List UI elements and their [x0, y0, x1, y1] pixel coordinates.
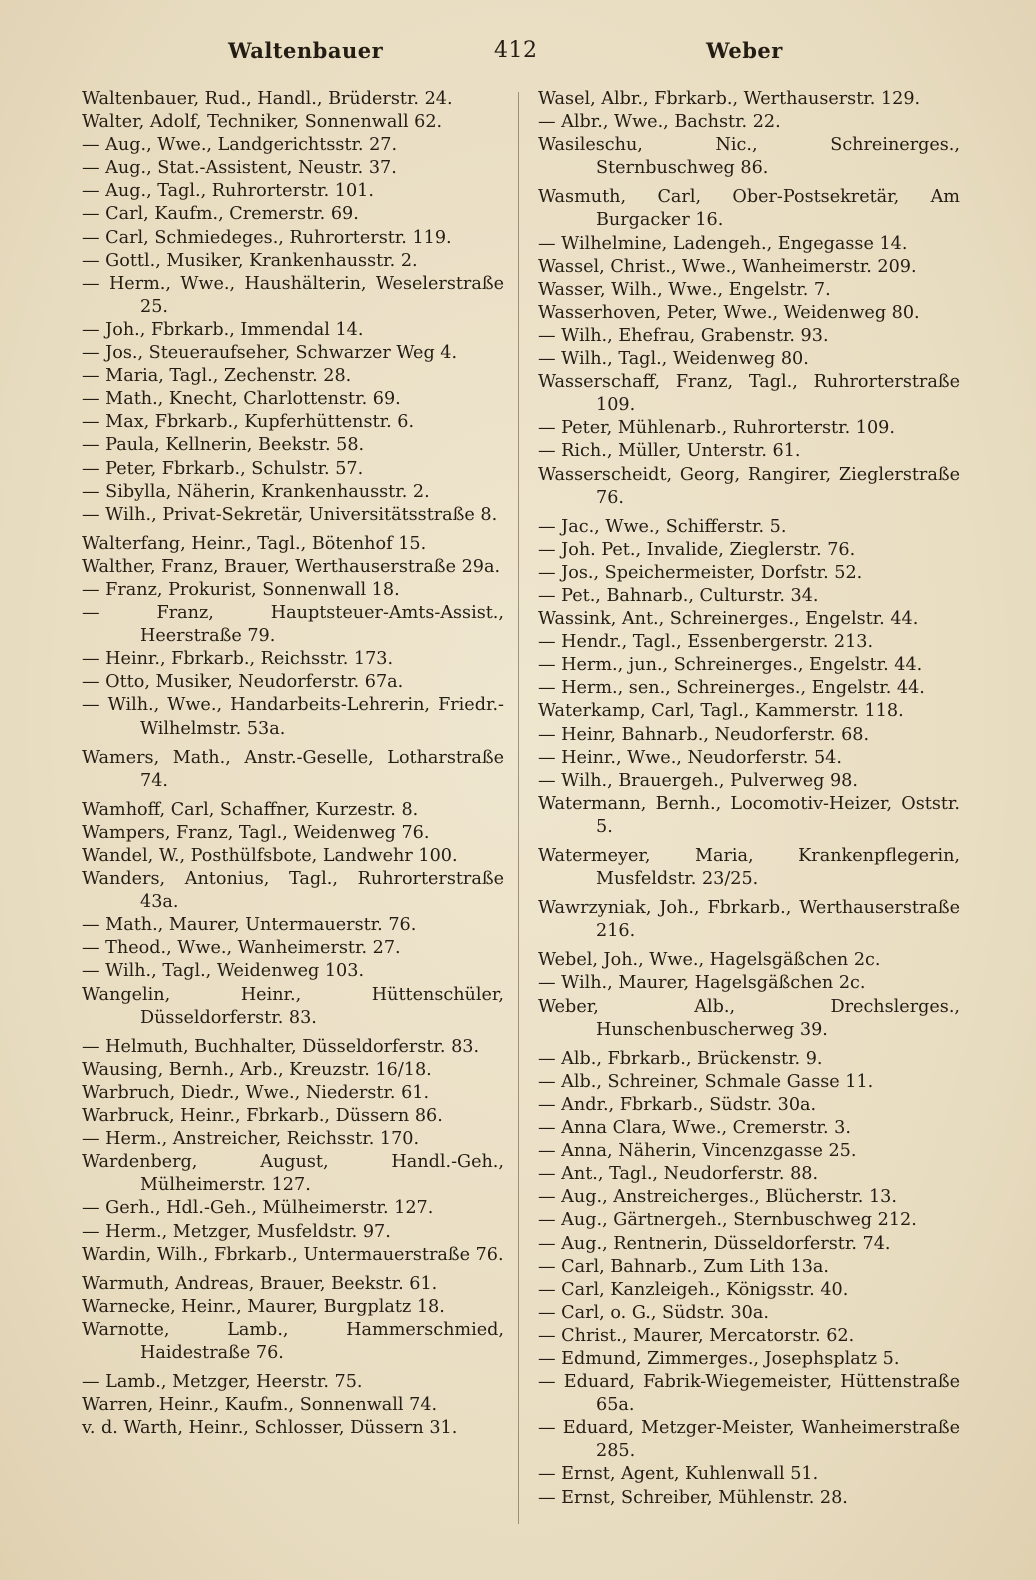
directory-entry: — Hendr., Tagl., Essenbergerstr. 213. [538, 632, 874, 653]
column-divider [518, 92, 519, 1524]
directory-entry: — Heinr, Bahnarb., Neudorferstr. 68. [538, 724, 870, 745]
directory-entry: — Ernst, Agent, Kuhlenwall 51. [538, 1464, 819, 1485]
directory-entry: Wampers, Franz, Tagl., Weidenweg 76. [82, 822, 430, 843]
directory-entry: — Heinr., Wwe., Neudorferstr. 54. [538, 747, 842, 768]
directory-entry: — Herm., sen., Schreinerges., Engelstr. 44. [538, 678, 925, 699]
directory-entry: Wassel, Christ., Wwe., Wanheimerstr. 209. [538, 256, 917, 277]
directory-entry: — Aug., Rentnerin, Düsseldorferstr. 74. [538, 1233, 891, 1254]
directory-entry: — Gerh., Hdl.-Geh., Mülheimerstr. 127. [82, 1198, 434, 1219]
directory-entry: — Carl, Schmiedeges., Ruhrorterstr. 119. [82, 227, 452, 248]
directory-entry: Walter, Adolf, Techniker, Sonnenwall 62. [82, 112, 443, 133]
page-header [80, 38, 960, 68]
directory-entry: Wardin, Wilh., Fbrkarb., Untermauerstraße 76. [82, 1244, 504, 1265]
directory-entry: — Helmuth, Buchhalter, Düsseldorferstr. 83. [82, 1036, 480, 1057]
directory-entry: — Max, Fbrkarb., Kupferhüttenstr. 6. [82, 412, 415, 433]
directory-entry: — Wilh., Privat-Sekretär, Universitätsstraße 8. [82, 504, 498, 525]
directory-entry: — Heinr., Fbrkarb., Reichsstr. 173. [82, 649, 394, 670]
directory-entry: — Lamb., Metzger, Heerstr. 75. [82, 1372, 363, 1393]
directory-entry: — Anna, Näherin, Vincenzgasse 25. [538, 1141, 857, 1162]
directory-entry: Waterkamp, Carl, Tagl., Kammerstr. 118. [538, 701, 904, 722]
directory-entry: Warbruck, Heinr., Fbrkarb., Düssern 86. [82, 1106, 443, 1127]
directory-entry: — Wilh., Wwe., Handarbeits-Lehrerin, Friedr.-Wilhelmstr. 53a. [82, 695, 504, 739]
directory-entry: — Theod., Wwe., Wanheimerstr. 27. [82, 938, 401, 959]
left-column [82, 88, 504, 1440]
page-number: 412 [494, 38, 538, 63]
directory-entry: Wasserscheidt, Georg, Rangirer, Zieglerstraße 76. [538, 464, 960, 508]
directory-entry: Walther, Franz, Brauer, Werthauserstraße 29a. [82, 556, 501, 577]
directory-entry: Wasmuth, Carl, Ober-Postsekretär, Am Burgacker 16. [538, 187, 960, 231]
directory-entry: — Carl, Bahnarb., Zum Lith 13a. [538, 1256, 829, 1277]
directory-entry: Wardenberg, August, Handl.-Geh., Mülheimerstr. 127. [82, 1152, 504, 1196]
directory-entry: Wasserhoven, Peter, Wwe., Weidenweg 80. [538, 302, 920, 323]
directory-entry: — Albr., Wwe., Bachstr. 22. [538, 112, 781, 133]
directory-entry: — Franz, Prokurist, Sonnenwall 18. [82, 579, 400, 600]
directory-entry: — Peter, Mühlenarb., Ruhrorterstr. 109. [538, 418, 895, 439]
directory-entry: Waltenbauer, Rud., Handl., Brüderstr. 24. [82, 89, 453, 109]
directory-entry: — Aug., Stat.-Assistent, Neustr. 37. [82, 158, 397, 179]
directory-entry: — Wilh., Brauergeh., Pulverweg 98. [538, 770, 858, 791]
directory-entry: — Herm., Wwe., Haushälterin, Weselerstraße 25. [82, 273, 504, 317]
directory-entry: — Herm., jun., Schreinerges., Engelstr. 44. [538, 655, 923, 676]
directory-entry: Wasser, Wilh., Wwe., Engelstr. 7. [538, 279, 831, 300]
directory-entry: Wamers, Math., Anstr.-Geselle, Lotharstraße 74. [82, 747, 504, 791]
directory-entry: Weber, Alb., Drechslerges., Hunschenbuscherweg 39. [538, 996, 960, 1040]
directory-entry: Warnecke, Heinr., Maurer, Burgplatz 18. [82, 1296, 445, 1317]
directory-entry: — Franz, Hauptsteuer-Amts-Assist., Heerstraße 79. [82, 603, 504, 647]
directory-entry: — Anna Clara, Wwe., Cremerstr. 3. [538, 1118, 851, 1139]
directory-entry: — Wilh., Maurer, Hagelsgäßchen 2c. [538, 973, 866, 994]
directory-entry: — Gottl., Musiker, Krankenhausstr. 2. [82, 250, 418, 271]
directory-entry: — Math., Maurer, Untermauerstr. 76. [82, 915, 417, 936]
directory-entry: — Pet., Bahnarb., Culturstr. 34. [538, 585, 819, 606]
directory-entry: — Joh., Fbrkarb., Immendal 14. [82, 319, 364, 340]
directory-entry: — Ernst, Schreiber, Mühlenstr. 28. [538, 1487, 848, 1508]
directory-entry: Watermann, Bernh., Locomotiv-Heizer, Oststr. 5. [538, 793, 960, 837]
directory-entry: — Math., Knecht, Charlottenstr. 69. [82, 389, 401, 410]
directory-entry: — Carl, o. G., Südstr. 30a. [538, 1302, 769, 1323]
directory-entry: — Christ., Maurer, Mercatorstr. 62. [538, 1325, 855, 1346]
directory-entry: — Edmund, Zimmerges., Josephsplatz 5. [538, 1348, 900, 1369]
directory-entry: — Otto, Musiker, Neudorferstr. 67a. [82, 672, 404, 693]
directory-entry: Wassink, Ant., Schreinerges., Engelstr. 44. [538, 609, 919, 630]
directory-entry: — Aug., Gärtnergeh., Sternbuschweg 212. [538, 1210, 917, 1231]
directory-entry: — Carl, Kaufm., Cremerstr. 69. [82, 204, 359, 225]
directory-entry: — Peter, Fbrkarb., Schulstr. 57. [82, 458, 364, 479]
directory-entry: — Wilh., Ehefrau, Grabenstr. 93. [538, 325, 829, 346]
directory-entry: Webel, Joh., Wwe., Hagelsgäßchen 2c. [538, 950, 881, 971]
directory-entry: Warren, Heinr., Kaufm., Sonnenwall 74. [82, 1395, 438, 1416]
directory-entry: — Rich., Müller, Unterstr. 61. [538, 441, 801, 462]
directory-entry: Wamhoff, Carl, Schaffner, Kurzestr. 8. [82, 799, 419, 820]
directory-entry: Wasileschu, Nic., Schreinerges., Sternbuschweg 86. [538, 135, 960, 179]
directory-entry: — Herm., Metzger, Musfeldstr. 97. [82, 1221, 391, 1242]
directory-entry: Warnotte, Lamb., Hammerschmied, Haidestraße 76. [82, 1319, 504, 1363]
directory-entry: — Aug., Tagl., Ruhrorterstr. 101. [82, 181, 374, 202]
directory-entry: — Eduard, Metzger-Meister, Wanheimerstraße 285. [538, 1418, 960, 1462]
directory-entry: — Alb., Schreiner, Schmale Gasse 11. [538, 1071, 874, 1092]
directory-entry: — Aug., Anstreicherges., Blücherstr. 13. [538, 1187, 897, 1208]
directory-entry: — Eduard, Fabrik-Wiegemeister, Hüttenstraße 65a. [538, 1372, 960, 1416]
directory-entry: Wawrzyniak, Joh., Fbrkarb., Werthauserstraße 216. [538, 898, 960, 942]
header-right-keyword: Weber [706, 38, 783, 63]
directory-entry: — Sibylla, Näherin, Krankenhausstr. 2. [82, 481, 430, 502]
directory-entry: — Carl, Kanzleigeh., Königsstr. 40. [538, 1279, 849, 1300]
directory-entry: — Maria, Tagl., Zechenstr. 28. [82, 366, 352, 387]
header-left-keyword: Waltenbauer [228, 38, 384, 63]
directory-entry: v. d. Warth, Heinr., Schlosser, Düssern 31. [82, 1418, 458, 1439]
directory-entry: Wasel, Albr., Fbrkarb., Werthauserstr. 129. [538, 89, 921, 109]
directory-entry: — Ant., Tagl., Neudorferstr. 88. [538, 1164, 819, 1185]
directory-entry: — Jos., Steueraufseher, Schwarzer Weg 4. [82, 343, 458, 364]
directory-entry: — Jac., Wwe., Schifferstr. 5. [538, 516, 787, 537]
directory-entry: — Aug., Wwe., Landgerichtsstr. 27. [82, 135, 398, 156]
right-column [538, 88, 960, 1510]
directory-entry: — Jos., Speichermeister, Dorfstr. 52. [538, 562, 863, 583]
directory-entry: — Joh. Pet., Invalide, Zieglerstr. 76. [538, 539, 856, 560]
directory-entry: Wangelin, Heinr., Hüttenschüler, Düsseldorferstr. 83. [82, 984, 504, 1028]
directory-entry: — Wilh., Tagl., Weidenweg 80. [538, 349, 809, 370]
directory-entry: Wausing, Bernh., Arb., Kreuzstr. 16/18. [82, 1059, 432, 1080]
directory-entry: Wandel, W., Posthülfsbote, Landwehr 100. [82, 846, 458, 866]
directory-entry: — Wilh., Tagl., Weidenweg 103. [82, 961, 365, 982]
directory-entry: Wanders, Antonius, Tagl., Ruhrorterstraße 43a. [82, 869, 504, 913]
directory-entry: Warmuth, Andreas, Brauer, Beekstr. 61. [82, 1273, 438, 1294]
directory-entry: — Paula, Kellnerin, Beekstr. 58. [82, 435, 365, 456]
directory-entry: Warbruch, Diedr., Wwe., Niederstr. 61. [82, 1082, 430, 1103]
directory-entry: Wasserschaff, Franz, Tagl., Ruhrorterstraße 109. [538, 372, 960, 416]
directory-entry: — Alb., Fbrkarb., Brückenstr. 9. [538, 1048, 823, 1069]
directory-entry: Walterfang, Heinr., Tagl., Bötenhof 15. [82, 533, 427, 554]
directory-entry: — Herm., Anstreicher, Reichsstr. 170. [82, 1129, 420, 1150]
directory-entry: — Andr., Fbrkarb., Südstr. 30a. [538, 1094, 817, 1115]
directory-entry: Watermeyer, Maria, Krankenpflegerin, Musfeldstr. 23/25. [538, 846, 960, 890]
directory-entry: — Wilhelmine, Ladengeh., Engegasse 14. [538, 233, 908, 254]
